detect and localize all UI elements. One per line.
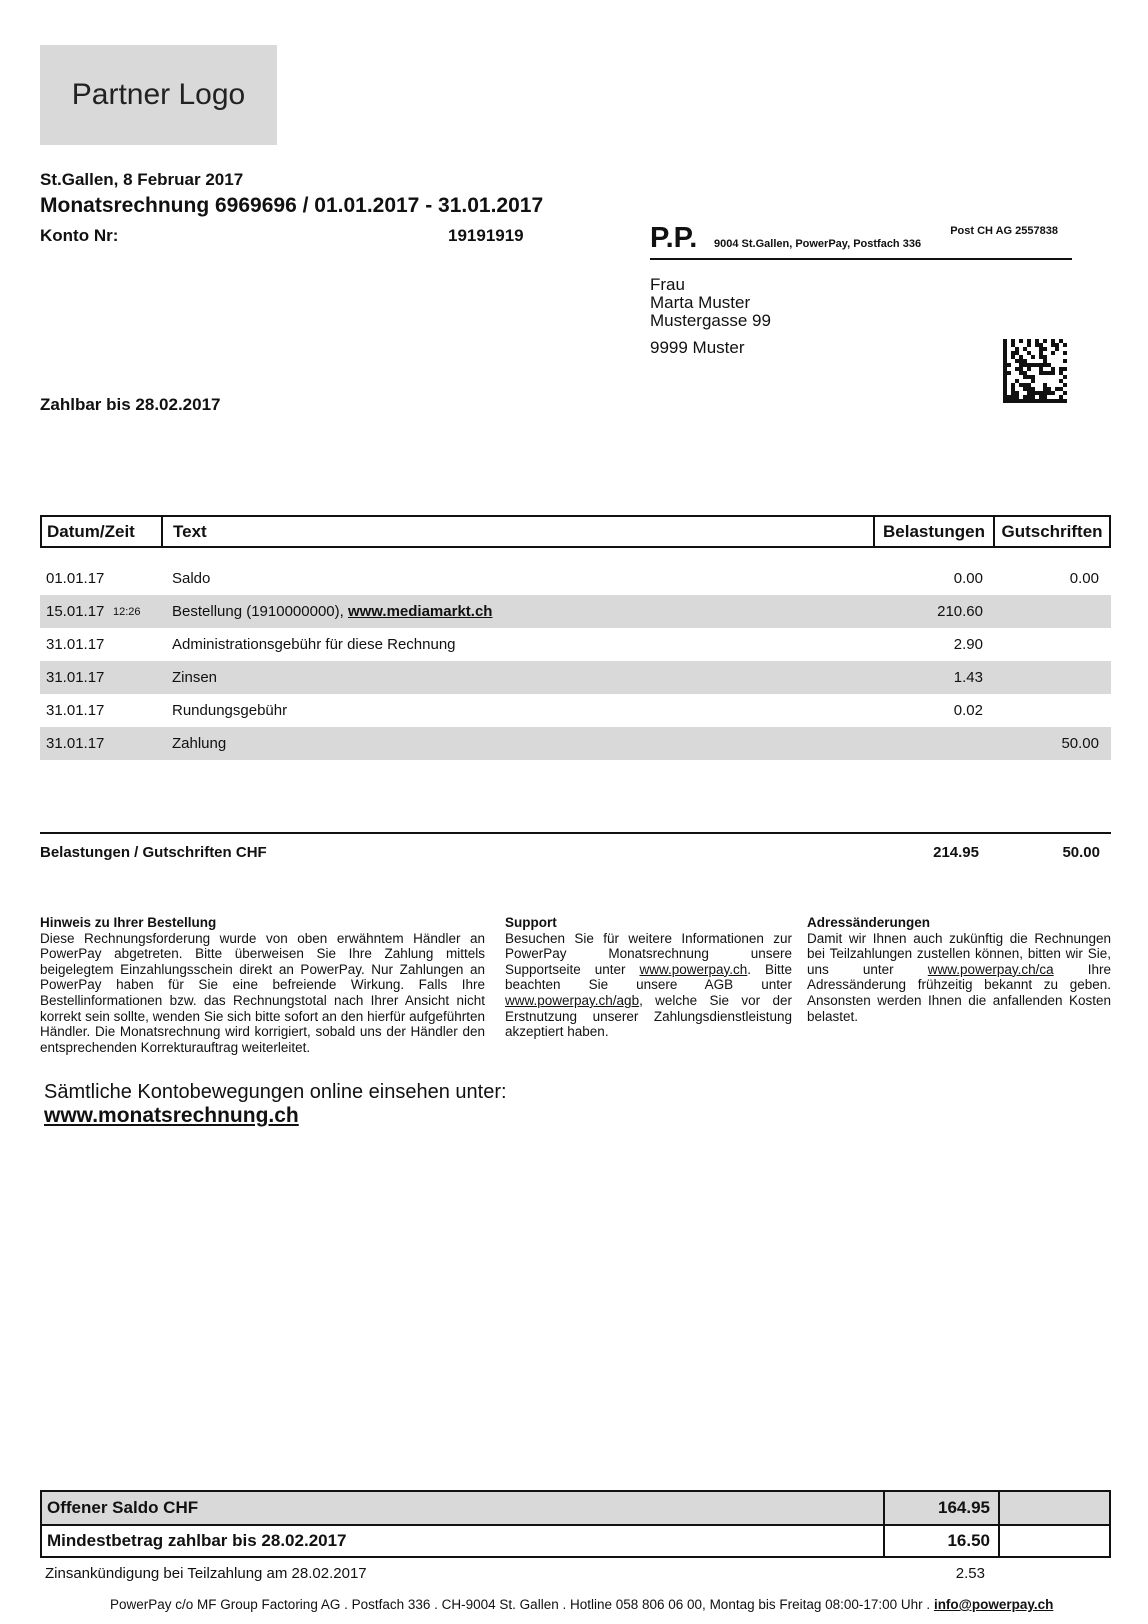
order-notice bbox=[40, 915, 485, 1055]
footer-email-link[interactable]: info@powerpay.ch bbox=[933, 1597, 1054, 1612]
row-date: 15.01.17 bbox=[46, 603, 105, 620]
row-credit: 0.00 bbox=[1069, 570, 1099, 587]
transactions-list bbox=[40, 562, 1111, 760]
support-text-3: , welche Sie vor der Erstnutzung unserer Zahlungsdienstleistung akzeptiert haben. bbox=[505, 992, 792, 1040]
address-change-text-2: Ihre Adressänderung frühzeitig bekannt zu geben. Ansonsten werden Ihnen die anfallenden Kosten belastet. bbox=[807, 961, 1111, 1024]
row-date: 31.01.17 bbox=[46, 735, 105, 752]
footer bbox=[110, 1597, 1053, 1612]
account-number: 19191919 bbox=[448, 226, 524, 245]
row-text: Saldo bbox=[172, 570, 211, 587]
online-url-link[interactable]: www.monatsrechnung.ch bbox=[44, 1104, 299, 1127]
address-change-title: Adressänderungen bbox=[807, 915, 931, 930]
transactions-header bbox=[40, 515, 1111, 548]
open-balance-value: 164.95 bbox=[885, 1492, 1000, 1524]
postage-mark: P.P. bbox=[650, 222, 698, 254]
address-change-text-1: Damit wir Ihnen auch zukünftig die Rechnungen bei Teilzahlungen zustellen können, bitten wir Sie, uns unter bbox=[807, 930, 1111, 977]
postage-block bbox=[650, 222, 1072, 260]
interest-value: 2.53 bbox=[955, 1565, 985, 1582]
row-text: Administrationsgebühr für diese Rechnung bbox=[172, 636, 456, 653]
account-label: Konto Nr: bbox=[40, 226, 119, 245]
merchant-link[interactable]: www.mediamarkt.ch bbox=[347, 603, 493, 620]
open-balance-row bbox=[42, 1492, 1109, 1524]
support-link[interactable]: www.powerpay.ch bbox=[639, 961, 748, 977]
datamatrix-code bbox=[1003, 339, 1067, 403]
row-text: Zahlung bbox=[172, 735, 227, 752]
row-debit: 2.90 bbox=[953, 636, 983, 653]
support-notice-title: Support bbox=[505, 915, 557, 930]
address-change-notice bbox=[807, 915, 1111, 1024]
online-hint: Sämtliche Kontobewegungen online einsehen unter: bbox=[44, 1081, 507, 1103]
table-row bbox=[40, 661, 1111, 694]
row-text-container bbox=[172, 603, 492, 620]
recipient-salutation: Frau bbox=[650, 275, 685, 294]
table-row bbox=[40, 628, 1111, 661]
header-text: Text bbox=[163, 517, 875, 546]
table-row bbox=[40, 727, 1111, 760]
invoice-title: Monatsrechnung 6969696 / 01.01.2017 - 31.01.2017 bbox=[40, 194, 544, 217]
minimum-payment-label: Mindestbetrag zahlbar bis 28.02.2017 bbox=[42, 1526, 885, 1556]
agb-link[interactable]: www.powerpay.ch/agb bbox=[505, 992, 640, 1008]
open-balance-empty-cell bbox=[1000, 1492, 1109, 1524]
postage-reference: Post CH AG 2557838 bbox=[950, 225, 1058, 237]
partner-logo-text: Partner Logo bbox=[71, 78, 246, 111]
row-date: 31.01.17 bbox=[46, 636, 105, 653]
row-credit: 50.00 bbox=[1061, 735, 1099, 752]
balance-summary bbox=[40, 1490, 1111, 1558]
header-debit: Belastungen bbox=[875, 517, 995, 546]
partner-logo bbox=[40, 45, 277, 145]
recipient-street: Mustergasse 99 bbox=[650, 311, 771, 330]
support-text-1: Besuchen Sie für weitere Informationen zur PowerPay Monatsrechnung unsere Supportseite unter bbox=[505, 930, 792, 977]
totals-credit: 50.00 bbox=[1062, 844, 1100, 861]
row-debit: 0.00 bbox=[953, 570, 983, 587]
table-row bbox=[40, 595, 1111, 628]
place-date: St.Gallen, 8 Februar 2017 bbox=[40, 170, 244, 189]
footer-text: PowerPay c/o MF Group Factoring AG . Postfach 336 . CH-9004 St. Gallen . Hotline 058 806 06 00, Montag bis Freitag 08:00-17:00 Uhr . bbox=[110, 1597, 934, 1612]
row-date: 31.01.17 bbox=[46, 702, 105, 719]
row-debit: 0.02 bbox=[953, 702, 983, 719]
postage-sender: 9004 St.Gallen, PowerPay, Postfach 336 bbox=[714, 238, 922, 250]
order-notice-title: Hinweis zu Ihrer Bestellung bbox=[40, 915, 217, 930]
support-notice-body bbox=[505, 931, 792, 1040]
open-balance-label: Offener Saldo CHF bbox=[42, 1492, 885, 1524]
totals-debit: 214.95 bbox=[933, 844, 979, 861]
address-change-link[interactable]: www.powerpay.ch/ca bbox=[927, 961, 1054, 977]
table-row bbox=[40, 694, 1111, 727]
row-debit: 210.60 bbox=[937, 603, 983, 620]
order-notice-body: Diese Rechnungsforderung wurde von oben erwähntem Händler an PowerPay abgetreten. Bitte überweisen Sie Ihre Zahlung mittels beigelegtem Einzahlungsschein direkt an PowerPay. Nur Zahlungen an PowerPay haben für Sie eine befreiende Wirkung. Falls Ihre Bestellinformationen bzw. das Rechnungstotal nach Ihrer Ansicht nicht korrekt sein sollte, wenden Sie sich bitte sofort an den hierfür aufgeführten Händler. Die Monatsrechnung wird korrigiert, sobald uns der Händler den entsprechenden Korrekturauftrag weiterleitet. bbox=[40, 930, 485, 1055]
support-notice bbox=[505, 915, 792, 1040]
row-text: Zinsen bbox=[172, 669, 218, 686]
due-date: Zahlbar bis 28.02.2017 bbox=[40, 395, 221, 414]
row-time: 12:26 bbox=[113, 606, 141, 618]
minimum-payment-empty-cell bbox=[1000, 1526, 1109, 1556]
support-text-2: . Bitte beachten Sie unsere AGB unter bbox=[505, 961, 792, 993]
table-row bbox=[40, 562, 1111, 595]
interest-label: Zinsankündigung bei Teilzahlung am 28.02.2017 bbox=[45, 1565, 367, 1582]
row-debit: 1.43 bbox=[953, 669, 983, 686]
row-text: Rundungsgebühr bbox=[172, 702, 288, 719]
header-date: Datum/Zeit bbox=[42, 517, 163, 546]
header-credit: Gutschriften bbox=[1001, 521, 1103, 541]
totals-divider bbox=[40, 832, 1111, 834]
totals-label: Belastungen / Gutschriften CHF bbox=[40, 844, 267, 861]
minimum-payment-row bbox=[42, 1524, 1109, 1556]
recipient-city: 9999 Muster bbox=[650, 338, 745, 357]
row-date: 01.01.17 bbox=[46, 570, 105, 587]
minimum-payment-value: 16.50 bbox=[885, 1526, 1000, 1556]
row-text: Bestellung (1910000000), bbox=[172, 603, 348, 620]
row-date: 31.01.17 bbox=[46, 669, 105, 686]
recipient-name: Marta Muster bbox=[650, 293, 751, 312]
address-change-body bbox=[807, 931, 1111, 1025]
recipient-address bbox=[650, 276, 771, 357]
